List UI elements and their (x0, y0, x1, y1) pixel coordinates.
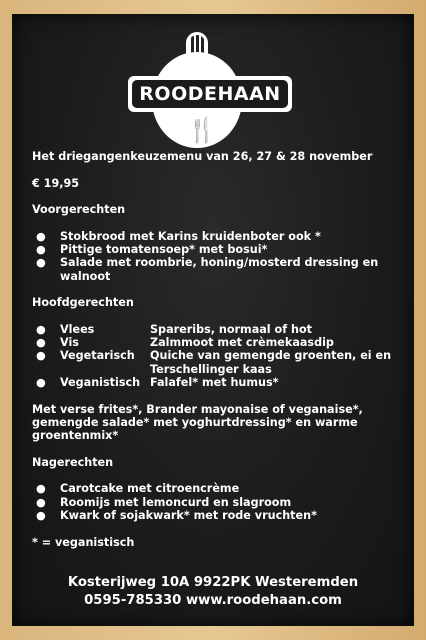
sides-text: Met verse frites*, Brander mayonaise of veganaise*, gemengde salade* met yoghurtdressing* en warme groentenmix* (32, 402, 363, 443)
microphone-icon (186, 32, 208, 62)
bullet-icon: ● (36, 322, 46, 336)
list-item: ● Carotcake met citroencrème (32, 482, 402, 495)
chalkboard (12, 14, 414, 626)
roodehaan-logo (122, 32, 302, 150)
bullet-icon: ● (36, 229, 46, 243)
bullet-icon: ● (36, 495, 46, 509)
menu-title: Het driegangenkeuzemenu van 26, 27 & 28 november (32, 150, 373, 163)
list-item: ● Veganistisch Falafel* met humus* (32, 376, 402, 389)
menu-price: € 19,95 (32, 176, 80, 190)
list-item: ● Vis Zalmmoot met crèmekaasdip (32, 336, 402, 349)
list-item: ● Vlees Spareribs, normaal of hot (32, 323, 402, 336)
list-item: ● Salade met roombrie, honing/mosterd dressing en walnoot (32, 256, 402, 283)
list-item: ● Roomijs met lemoncurd en slagroom (32, 496, 402, 509)
bullet-icon: ● (36, 256, 46, 270)
list-item: ● Kwark of sojakwark* met rode vruchten* (32, 509, 402, 522)
bullet-icon: ● (36, 243, 46, 257)
list-item: ● Stokbrood met Karins kruidenboter ook * (32, 230, 402, 243)
list-item: ● Pittige tomatensoep* met bosui* (32, 243, 402, 256)
vegan-legend: * = veganistisch (32, 535, 135, 549)
mains-heading: Hoofdgerechten (32, 296, 134, 310)
bullet-icon: ● (36, 509, 46, 523)
brand-name: ROODEHAAN (139, 83, 281, 105)
address: Kosterijweg 10A 9922PK Westeremden (67, 575, 359, 590)
menu-text (32, 150, 402, 549)
starters-heading: Voorgerechten (32, 203, 126, 217)
bullet-icon: ● (36, 376, 46, 390)
fork-knife-icon: 🍴 (187, 116, 217, 144)
contact-footer (12, 574, 414, 610)
bullet-icon: ● (36, 336, 46, 350)
phone-website: 0595-785330 www.roodehaan.com (84, 593, 342, 608)
bullet-icon: ● (36, 482, 46, 496)
desserts-heading: Nagerechten (32, 455, 114, 469)
bullet-icon: ● (36, 349, 46, 363)
list-item: ● Vegetarisch Quiche van gemengde groenten, ei en Terschellinger kaas (32, 349, 402, 376)
